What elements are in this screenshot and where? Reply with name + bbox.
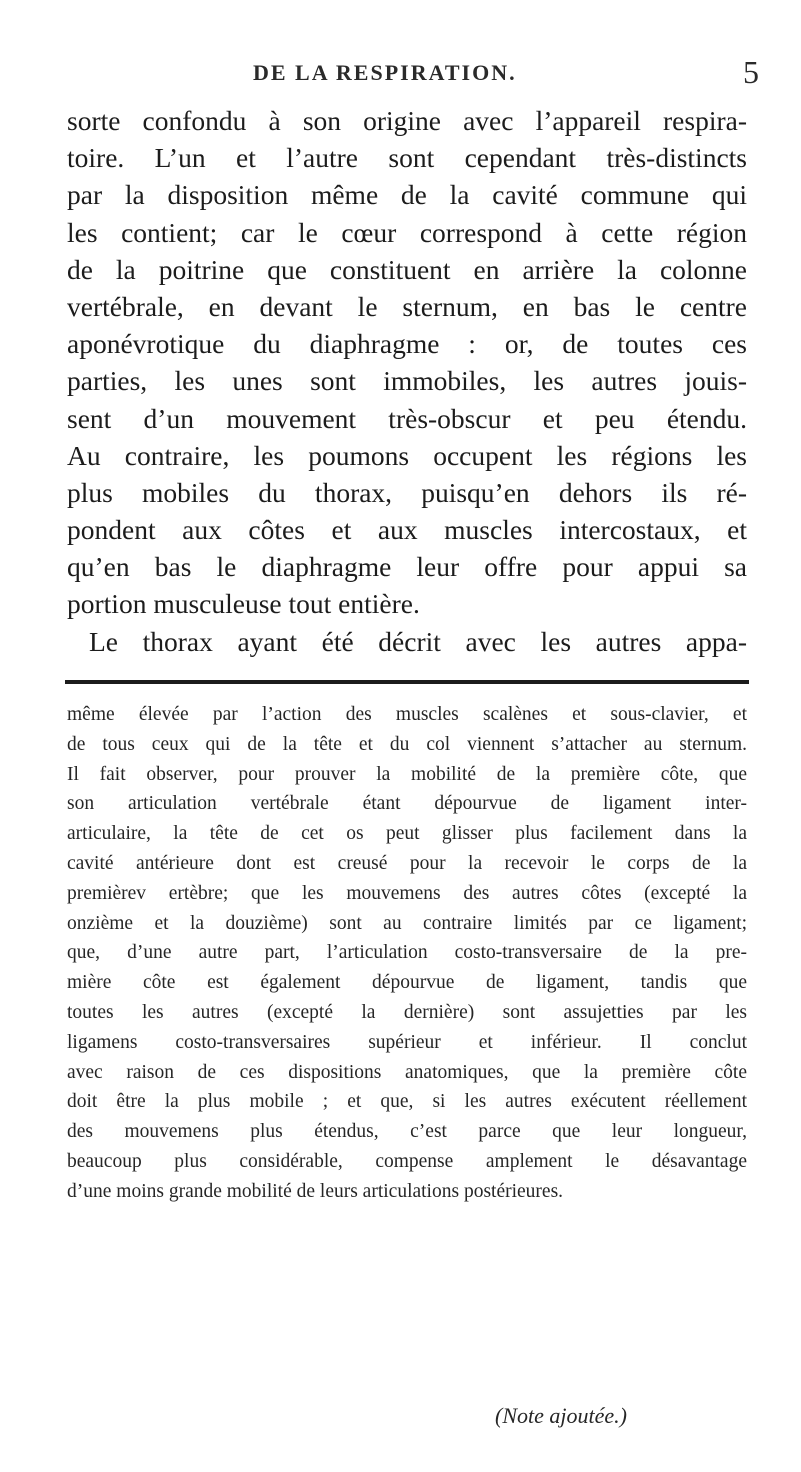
page-number: 5 [743,54,759,90]
footnote-line: que, d’une autre part, l’articulation costo-transversaire de la pre- [67,942,747,964]
footnote-line: Il fait observer, pour prouver la mobilité de la première côte, que [67,763,747,785]
footnote-line: ligamens costo-transversaires supérieur et inférieur. Il conclut [67,1031,747,1053]
text-line: sent d’un mouvement très-obscur et peu étendu. [67,402,747,434]
text-line: qu’en bas le diaphragme leur offre pour appui sa [67,551,747,583]
footnote-text [67,700,747,1207]
text-line: pondent aux côtes et aux muscles intercostaux, et [67,514,747,546]
footnote-line: articulaire, la tête de cet os peut glisser plus facilement dans la [67,823,747,845]
text-line: aponévrotique du diaphragme : or, de toutes ces [67,328,747,360]
text-line: les contient; car le cœur correspond à cette région [67,216,747,248]
text-line: parties, les unes sont immobiles, les autres jouis- [67,365,747,397]
text-line: Au contraire, les poumons occupent les régions les [67,439,747,471]
footnote-line: doit être la plus mobile ; et que, si les autres exécutent réellement [67,1091,747,1113]
text-line: vertébrale, en devant le sternum, en bas le centre [67,290,747,322]
text-line: plus mobiles du thorax, puisqu’en dehors ils ré- [67,476,747,508]
footnote-signature: (Note ajoutée.) [495,1403,627,1428]
footnote-divider [65,680,749,684]
footnote-line: de tous ceux qui de la tête et du col viennent s’attacher au sternum. [67,733,747,755]
footnote-line: d’une moins grande mobilité de leurs articulations postérieures. [67,1180,564,1202]
running-head [0,54,801,92]
text-line: sorte confondu à son origine avec l’appareil respira- [67,105,747,136]
footnote-line: onzième et la douzième) sont au contraire limités par ce ligament; [67,912,747,934]
footnote-line: des mouvemens plus étendus, c’est parce que leur longueur, [67,1121,747,1143]
text-line: Le thorax ayant été décrit avec les autres appa- [89,625,747,657]
text-line: par la disposition même de la cavité commune qui [67,179,747,211]
footnote-line: même élevée par l’action des muscles scalènes et sous-clavier, et [67,704,747,725]
text-line: de la poitrine que constituent en arrière la colonne [67,253,747,285]
running-title: DE LA RESPIRATION. [253,60,517,85]
main-text [67,102,747,660]
footnote-line: son articulation vertébrale étant dépourvue de ligament inter- [67,793,747,815]
footnote-line: cavité antérieure dont est creusé pour la recevoir le corps de la [67,852,747,874]
footnote-line: toutes les autres (excepté la dernière) sont assujetties par les [67,1001,747,1023]
text-line: portion musculeuse tout entière. [67,588,420,620]
text-line: toire. L’un et l’autre sont cependant très-distincts [67,142,747,174]
footnote-line: premièrev ertèbre; que les mouvemens des autres côtes (excepté la [67,882,747,904]
footnote-line: mière côte est également dépourvue de ligament, tandis que [67,972,747,994]
footnote-line: beaucoup plus considérable, compense amplement le désavantage [67,1150,747,1172]
footnote-line: avec raison de ces dispositions anatomiques, que la première côte [67,1061,747,1083]
